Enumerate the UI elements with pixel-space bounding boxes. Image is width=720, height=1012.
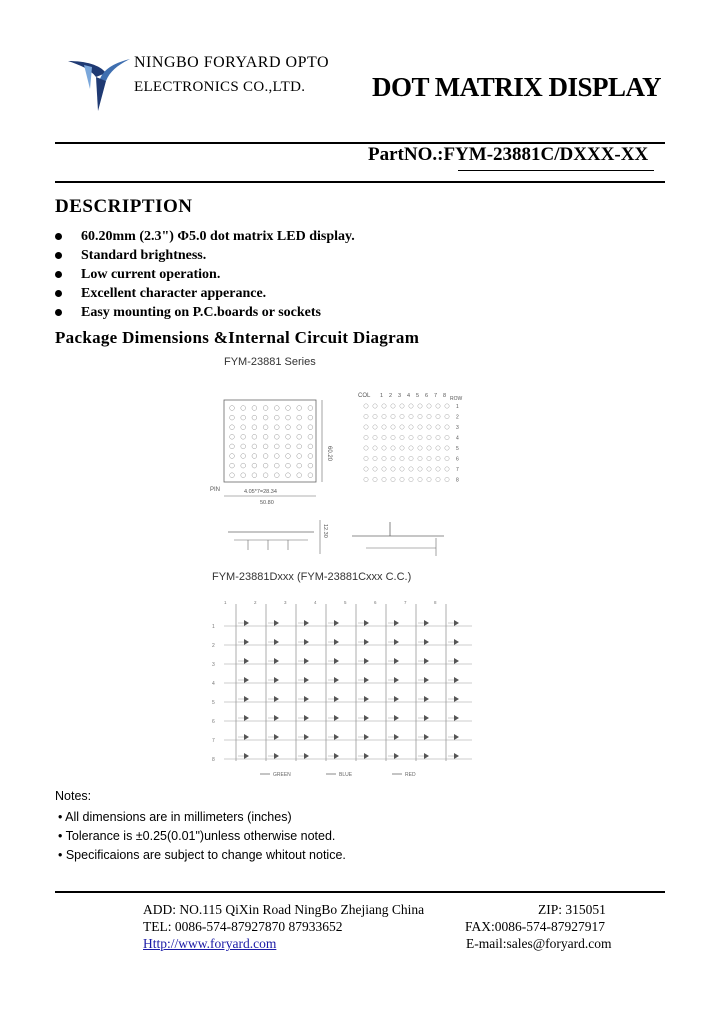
matrix-dot [308,454,313,459]
matrix-dot [274,463,279,468]
circuit-column-label: 7 [404,600,407,605]
pin-map-dot [418,414,422,418]
footer-zip: ZIP: 315051 [538,902,606,917]
notes-list [58,808,346,865]
led-symbol [334,715,339,721]
led-symbol [244,734,249,740]
pin-map-dot [391,467,395,471]
led-symbol [454,658,459,664]
circuit-row-label: 2 [212,643,215,649]
pin-map-dot [391,477,395,481]
led-symbol [274,715,279,721]
header-rule-bottom [55,181,665,183]
row-number: 5 [456,446,459,452]
legend-blue: BLUE [339,772,353,778]
legend-green: GREEN [273,772,291,778]
led-symbol [424,620,429,626]
pin-map-dot [373,425,377,429]
led-symbol [304,677,309,683]
led-symbol [394,715,399,721]
matrix-dot [274,415,279,420]
row-number: 3 [456,425,459,431]
matrix-dot [297,434,302,439]
led-symbol [334,677,339,683]
description-item: Easy mounting on P.C.boards or sockets [55,303,355,322]
pin-map-dot [427,446,431,450]
matrix-dot [252,406,257,411]
led-symbol [334,753,339,759]
pin-map-dot [364,477,368,481]
matrix-dot [252,454,257,459]
matrix-dot [241,406,246,411]
led-symbol [304,734,309,740]
matrix-dot [297,425,302,430]
pin-map-dot [391,446,395,450]
pin-map-dot [391,456,395,460]
pin-map-dot [400,477,404,481]
led-symbol [424,734,429,740]
matrix-dot [252,415,257,420]
led-symbol [364,696,369,702]
company-name-line1: NINGBO FORYARD OPTO [134,54,330,71]
matrix-dot [286,406,291,411]
part-number: PartNO.:FYM-23881C/DXXX-XX [368,144,649,165]
side-dimension: 12.30 [322,524,328,538]
pin-map-dot [436,414,440,418]
side-view-diagram [228,520,338,560]
circuit-column-label: 5 [344,600,347,605]
row-number: 2 [456,414,459,421]
description-item: Excellent character apperance. [55,284,355,303]
matrix-dot [263,463,268,468]
pin-map-dot [445,404,449,408]
pin-map-dot [382,425,386,429]
legend-red: RED [405,772,416,778]
matrix-dot [230,406,235,411]
pin-map-dot [373,435,377,439]
circuit-matrix [212,600,472,763]
description-item: Standard brightness. [55,246,355,265]
matrix-dot [263,454,268,459]
pin-map-dot [382,467,386,471]
pin-map-dot [382,477,386,481]
pin-map-dot [418,467,422,471]
matrix-dot [241,444,246,449]
circuit-diagram [210,596,480,786]
notes-heading: Notes: [55,789,92,803]
matrix-dot [308,463,313,468]
led-symbol [274,753,279,759]
width-dimension: 50.80 [260,500,274,506]
matrix-dot [286,473,291,478]
matrix-dot [297,463,302,468]
circuit-row-label: 6 [212,719,215,725]
description-heading: DESCRIPTION [55,196,193,217]
pin-map-dot [436,435,440,439]
front-view-outline [224,400,316,482]
pin-map-dot [436,446,440,450]
led-symbol [424,677,429,683]
pin-map-dot [445,477,449,481]
matrix-dot [252,463,257,468]
pin-map-dot [427,404,431,408]
col-label: COL [358,393,371,399]
led-symbol [274,677,279,683]
pin-map-dot [400,414,404,418]
led-symbol [304,696,309,702]
matrix-dot [274,473,279,478]
matrix-dot [241,434,246,439]
pin-map-dot [445,414,449,418]
pin-map-dot [418,404,422,408]
matrix-dot [230,473,235,478]
circuit-legend [260,772,416,778]
led-symbol [454,715,459,721]
led-symbol [454,639,459,645]
matrix-dot [297,444,302,449]
pin-map-diagram [352,388,467,488]
pin-map-dot [445,456,449,460]
col-number: 3 [398,393,402,399]
matrix-dot [263,434,268,439]
led-symbol [244,677,249,683]
led-symbol [394,658,399,664]
matrix-dot [274,406,279,411]
matrix-dot [286,444,291,449]
note-item: • Specificaions are subject to change whitout notice. [58,848,346,862]
matrix-dot [263,406,268,411]
pin-map-dot [409,414,413,418]
matrix-dot [241,415,246,420]
matrix-dot [308,473,313,478]
part-number-underline [458,170,654,171]
pin-map-dot [373,467,377,471]
pin-map-dot [364,404,368,408]
pin-map-dot [400,425,404,429]
led-symbol [454,753,459,759]
pin-map-dot [364,467,368,471]
matrix-dot [286,454,291,459]
led-symbol [304,753,309,759]
matrix-dot [263,473,268,478]
matrix-dot [297,473,302,478]
pin-map-dot [427,477,431,481]
matrix-dot [286,425,291,430]
led-symbol [334,734,339,740]
matrix-dot [230,463,235,468]
pin-map-dot [436,404,440,408]
pin-map-dot [391,414,395,418]
led-symbol [424,753,429,759]
matrix-dot [274,425,279,430]
matrix-dot [241,463,246,468]
led-symbol [364,753,369,759]
circuit-row-label: 1 [212,624,215,630]
pin-map-dot [364,414,368,418]
matrix-dot [308,406,313,411]
document-title: DOT MATRIX DISPLAY [372,72,662,102]
led-symbol [244,639,249,645]
matrix-dot [230,454,235,459]
footer-address: ADD: NO.115 QiXin Road NingBo Zhejiang China [143,902,425,917]
variants-label: FYM-23881Dxxx (FYM-23881Cxxx C.C.) [212,571,412,583]
footer-email: E-mail:sales@foryard.com [466,936,612,951]
circuit-column-label: 1 [224,600,227,605]
led-symbol [334,696,339,702]
pin-map-dot [364,425,368,429]
matrix-dot [230,444,235,449]
col-number: 5 [416,393,420,399]
led-symbol [364,677,369,683]
pin-map-dot [391,435,395,439]
matrix-dot [286,415,291,420]
led-symbol [304,620,309,626]
pin-map-dot [400,404,404,408]
pin-map-dot [391,404,395,408]
matrix-dot [230,425,235,430]
pin-map-dot [373,414,377,418]
col-number: 2 [389,393,393,399]
matrix-dot [230,434,235,439]
led-symbol [424,639,429,645]
pin-map-dot [373,477,377,481]
led-symbol [424,696,429,702]
matrix-dot [297,454,302,459]
pin-map-dot [409,425,413,429]
led-symbol [364,639,369,645]
matrix-dot [274,444,279,449]
pin-map-dot [373,456,377,460]
matrix-dot [297,406,302,411]
led-symbol [394,753,399,759]
circuit-row-label: 7 [212,738,215,744]
matrix-dot [308,434,313,439]
pin-map-dot [436,456,440,460]
pin-map-dot [427,414,431,418]
led-symbol [244,658,249,664]
circuit-column-label: 3 [284,600,287,605]
row-number: 4 [456,435,459,442]
led-symbol [364,658,369,664]
matrix-dot [308,425,313,430]
led-symbol [274,696,279,702]
pin-map-dot [364,435,368,439]
led-symbol [394,677,399,683]
circuit-column-label: 6 [374,600,377,605]
pin-map-dot [436,425,440,429]
circuit-column-label: 2 [254,600,257,605]
pin-map-dot [391,425,395,429]
matrix-dot [308,415,313,420]
pin-map-dot [382,456,386,460]
pin-map-dot [427,425,431,429]
led-symbol [274,658,279,664]
led-symbol [394,696,399,702]
company-name-line2: ELECTRONICS CO.,LTD. [134,79,306,95]
row-number: 1 [456,404,459,410]
pin-map-dot [364,456,368,460]
led-symbol [454,677,459,683]
row-number: 7 [456,467,459,473]
pin-map-dot [436,477,440,481]
pin-map-dot [427,456,431,460]
matrix-dot [274,434,279,439]
led-symbol [334,658,339,664]
led-symbol [244,696,249,702]
col-number: 4 [407,393,411,399]
led-symbol [304,658,309,664]
row-numbers [456,404,459,484]
led-symbol [454,620,459,626]
pin-map-dot [382,446,386,450]
front-view-dots [230,406,313,478]
footer-website-link[interactable]: Http://www.foryard.com [143,936,277,951]
matrix-dot [252,444,257,449]
pin-map-dot [409,446,413,450]
logo-tail [96,77,106,111]
description-item: 60.20mm (2.3") Φ5.0 dot matrix LED display. [55,227,355,246]
matrix-dot [297,415,302,420]
note-item: • Tolerance is ±0.25(0.01")unless otherwise noted. [58,829,336,843]
matrix-dot [263,444,268,449]
row-number: 8 [456,477,459,484]
pin-map-dot [382,404,386,408]
description-list [55,227,355,322]
col-number: 8 [443,393,447,399]
circuit-column-label: 4 [314,600,317,605]
led-symbol [424,658,429,664]
led-symbol [364,715,369,721]
led-symbol [394,639,399,645]
footer-tel: TEL: 0086-574-87927870 87933652 [143,919,343,934]
matrix-dot [241,454,246,459]
pin-map-dot [373,404,377,408]
led-symbol [304,639,309,645]
bottom-view-diagram [352,520,447,560]
pin-map-dot [418,425,422,429]
pin-map-dot [418,435,422,439]
circuit-row-label: 4 [212,681,215,687]
pin-map-dot [400,456,404,460]
pin-map-dot [427,467,431,471]
pin-map-dot [364,446,368,450]
footer-rule [55,891,665,893]
led-symbol [394,734,399,740]
col-number: 6 [425,393,429,399]
pin-map-dot [409,456,413,460]
pin-map-dot [400,446,404,450]
pin-map-dot [445,435,449,439]
pin-map-dot [445,467,449,471]
led-symbol [274,734,279,740]
led-symbol [274,620,279,626]
circuit-row-label: 8 [212,757,215,763]
led-symbol [364,620,369,626]
pin-map-dot [382,435,386,439]
matrix-dot [230,415,235,420]
footer-fax: FAX:0086-574-87927917 [465,919,605,934]
pin-map-dot [373,446,377,450]
logo-streak [84,65,92,89]
pin-map-dot [409,435,413,439]
height-dimension: 60.20 [326,446,332,462]
pin-label: PIN [210,487,221,493]
led-symbol [394,620,399,626]
pin-map-dot [418,456,422,460]
col-number: 1 [380,393,384,399]
matrix-dot [263,415,268,420]
pin-map-dot [400,467,404,471]
pin-map-dot [427,435,431,439]
company-logo [66,55,132,113]
led-symbol [304,715,309,721]
pin-map-dot [445,425,449,429]
matrix-dot [286,434,291,439]
pin-map-dot [409,467,413,471]
note-item: • All dimensions are in millimeters (inches) [58,810,292,824]
led-symbol [244,715,249,721]
series-label: FYM-23881 Series [224,356,316,368]
led-symbol [424,715,429,721]
pin-map-dot [418,446,422,450]
led-symbol [244,620,249,626]
pin-map-dot [409,404,413,408]
matrix-dot [308,444,313,449]
circuit-column-label: 8 [434,600,437,605]
matrix-dot [286,463,291,468]
pin-map-dot [382,414,386,418]
circuit-row-label: 3 [212,662,215,668]
pin-map-dot [400,435,404,439]
led-symbol [274,639,279,645]
led-symbol [454,734,459,740]
matrix-dot [274,454,279,459]
description-item: Low current operation. [55,265,355,284]
matrix-dot [241,473,246,478]
led-symbol [334,639,339,645]
col-numbers [380,393,446,399]
led-symbol [364,734,369,740]
matrix-dot [263,425,268,430]
package-heading: Package Dimensions &Internal Circuit Diagram [55,328,420,347]
pin-map-dot [436,467,440,471]
row-label: ROW [450,396,463,402]
pin-map-dot [418,477,422,481]
col-number: 7 [434,393,438,399]
led-symbol [244,753,249,759]
front-view-diagram [210,392,340,512]
matrix-dot [252,425,257,430]
logo-wing-mid [100,59,130,81]
matrix-dot [241,425,246,430]
pitch-dimension: 4.05*7=28.34 [244,489,277,495]
led-symbol [454,696,459,702]
led-symbol [334,620,339,626]
circuit-row-label: 5 [212,700,215,706]
matrix-dot [252,473,257,478]
pin-map-dots [364,404,449,482]
pin-map-dot [445,446,449,450]
row-number: 6 [456,456,459,463]
pin-map-dot [409,477,413,481]
matrix-dot [252,434,257,439]
